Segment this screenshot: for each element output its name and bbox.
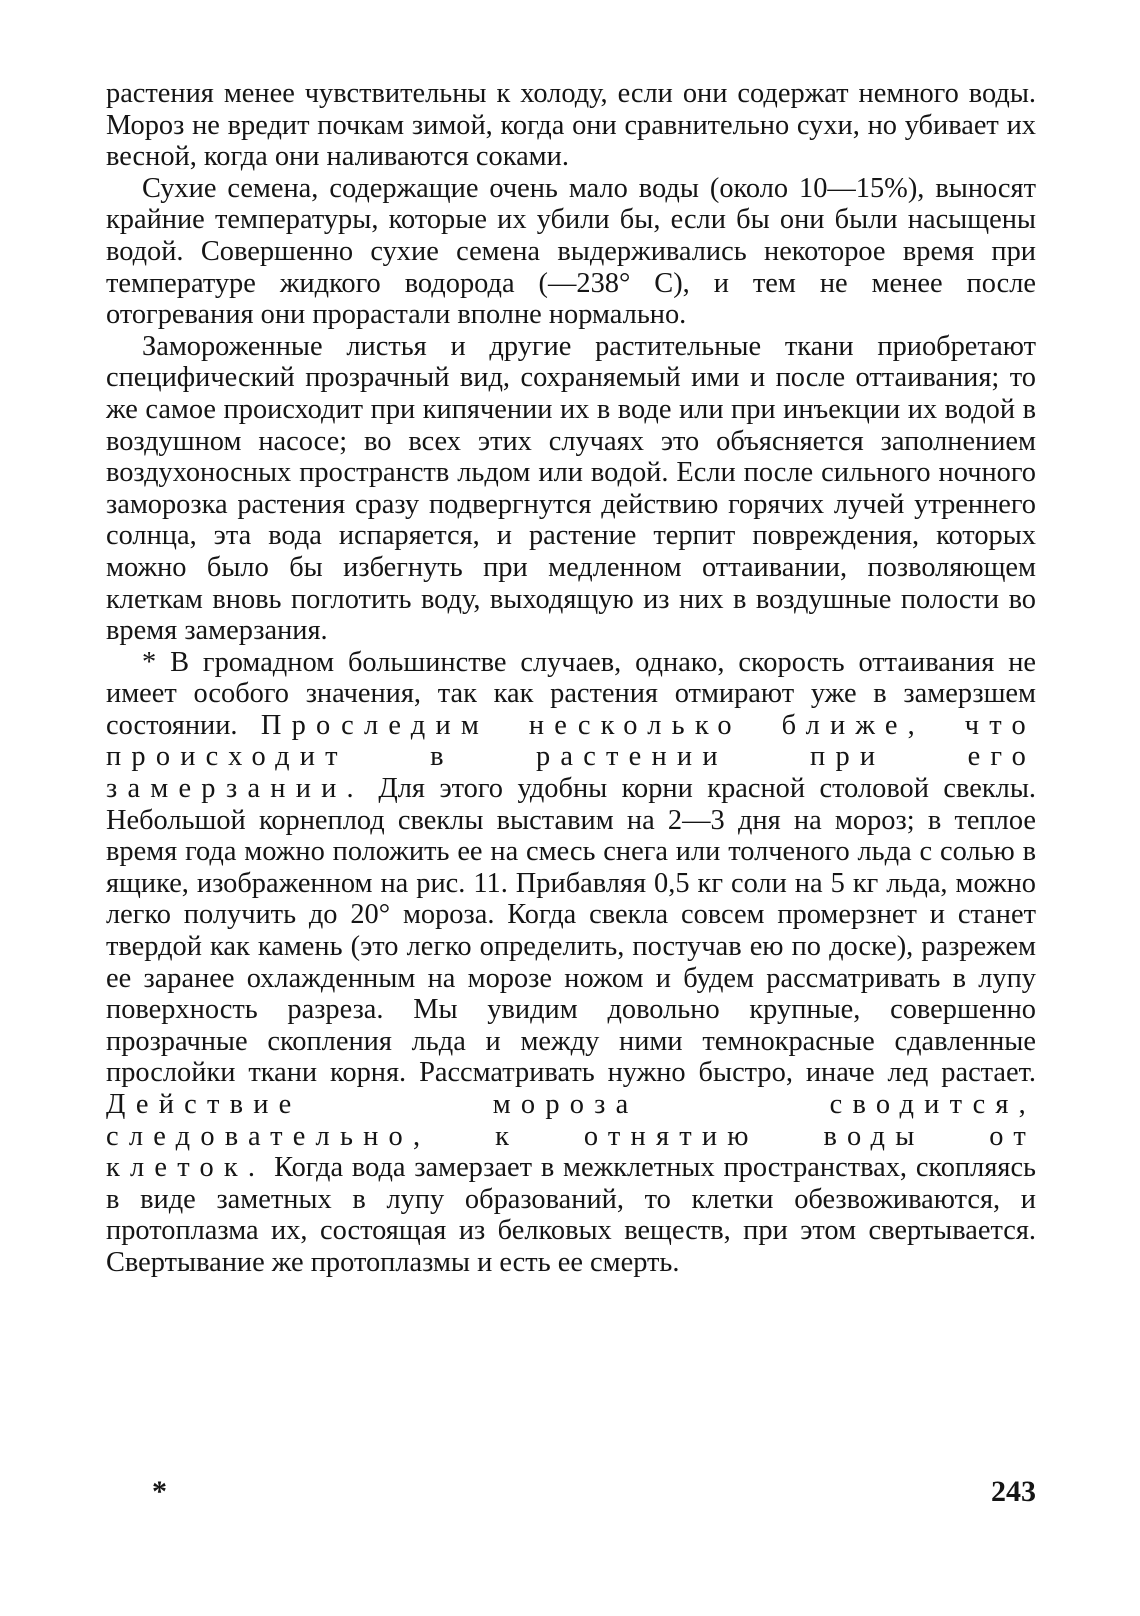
footer-asterisk: *	[152, 1475, 167, 1508]
beet-conclusion-text: Когда вода замерзает в межклетных пространствах, скопляясь в виде заметных в лупу образований, то клетки обезвоживаются, и протоплазма их, состоящая из белковых веществ, при этом свертывается. Свертывание же протоплазмы и есть ее смерть.	[106, 1152, 1036, 1278]
paragraph-continuation: растения менее чувствительны к холоду, если они содержат немного воды. Мороз не вредит почкам зимой, когда они сравнительно сухи, но убивает их весной, когда они наливаются соками.	[106, 78, 1036, 173]
paragraph-beet-experiment	[106, 647, 1036, 1279]
emphasis-observe-freezing: Проследим несколько ближе, что происходит в растении при его замерзании.	[106, 709, 1036, 805]
page-body	[106, 78, 1036, 1279]
beet-intro-text: * В громадном большинстве случаев, однако, скорость оттаивания не имеет особого значения, так как растения отмирают уже в замерзшем состоянии.	[106, 646, 1036, 741]
page-number: 243	[991, 1475, 1036, 1508]
page-footer	[106, 1475, 1036, 1515]
paragraph-dry-seeds: Сухие семена, содержащие очень мало воды (около 10—15%), выносят крайние температуры, которые их убили бы, если бы они были насыщены водой. Совершенно сухие семена выдерживались некоторое время при температуре жидкого водорода (—238° С), и тем не менее после отогревания они прорастали вполне нормально.	[106, 172, 1036, 331]
paragraph-frozen-leaves: Замороженные листья и другие растительные ткани приобретают специфический прозрачный вид, сохраняемый ими и после оттаивания; то же самое происходит при кипячении их в воде или при инъекции их водой в воздушном насосе; во всех этих случаях это объясняется заполнением воздухоносных пространств льдом или водой. Если после сильного ночного заморозка растения сразу подвергнутся действию горячих лучей утреннего солнца, эта вода испаряется, и растение терпит повреждения, которых можно было бы избегнуть при медленном оттаивании, позволяющем клеткам вновь поглотить воду, выходящую из них в воздушные полости во время замерзания.	[106, 330, 1036, 647]
emphasis-frost-action: Действие мороза сводится, следовательно, к отнятию воды от клеток.	[106, 1089, 1036, 1184]
beet-method-text: Для этого удобны корни красной столовой свеклы. Небольшой корнеплод свеклы выставим на 2—3 дня на мороз; в теплое время года можно положить ее на смесь снега или толченого льда с солью в ящике, изображенном на рис. 11. Прибавляя 0,5 кг соли на 5 кг льда, можно легко получить до 20° мороза. Когда свекла совсем промерзнет и станет твердой как камень (это легко определить, постучав ею по доске), разрежем ее заранее охлажденным на морозе ножом и будем рассматривать в лупу поверхность разреза. Мы увидим довольно крупные, совершенно прозрачные скопления льда и между ними темнокрасные сдавленные прослойки ткани корня. Рассматривать нужно быстро, иначе лед растает.	[106, 773, 1036, 1089]
